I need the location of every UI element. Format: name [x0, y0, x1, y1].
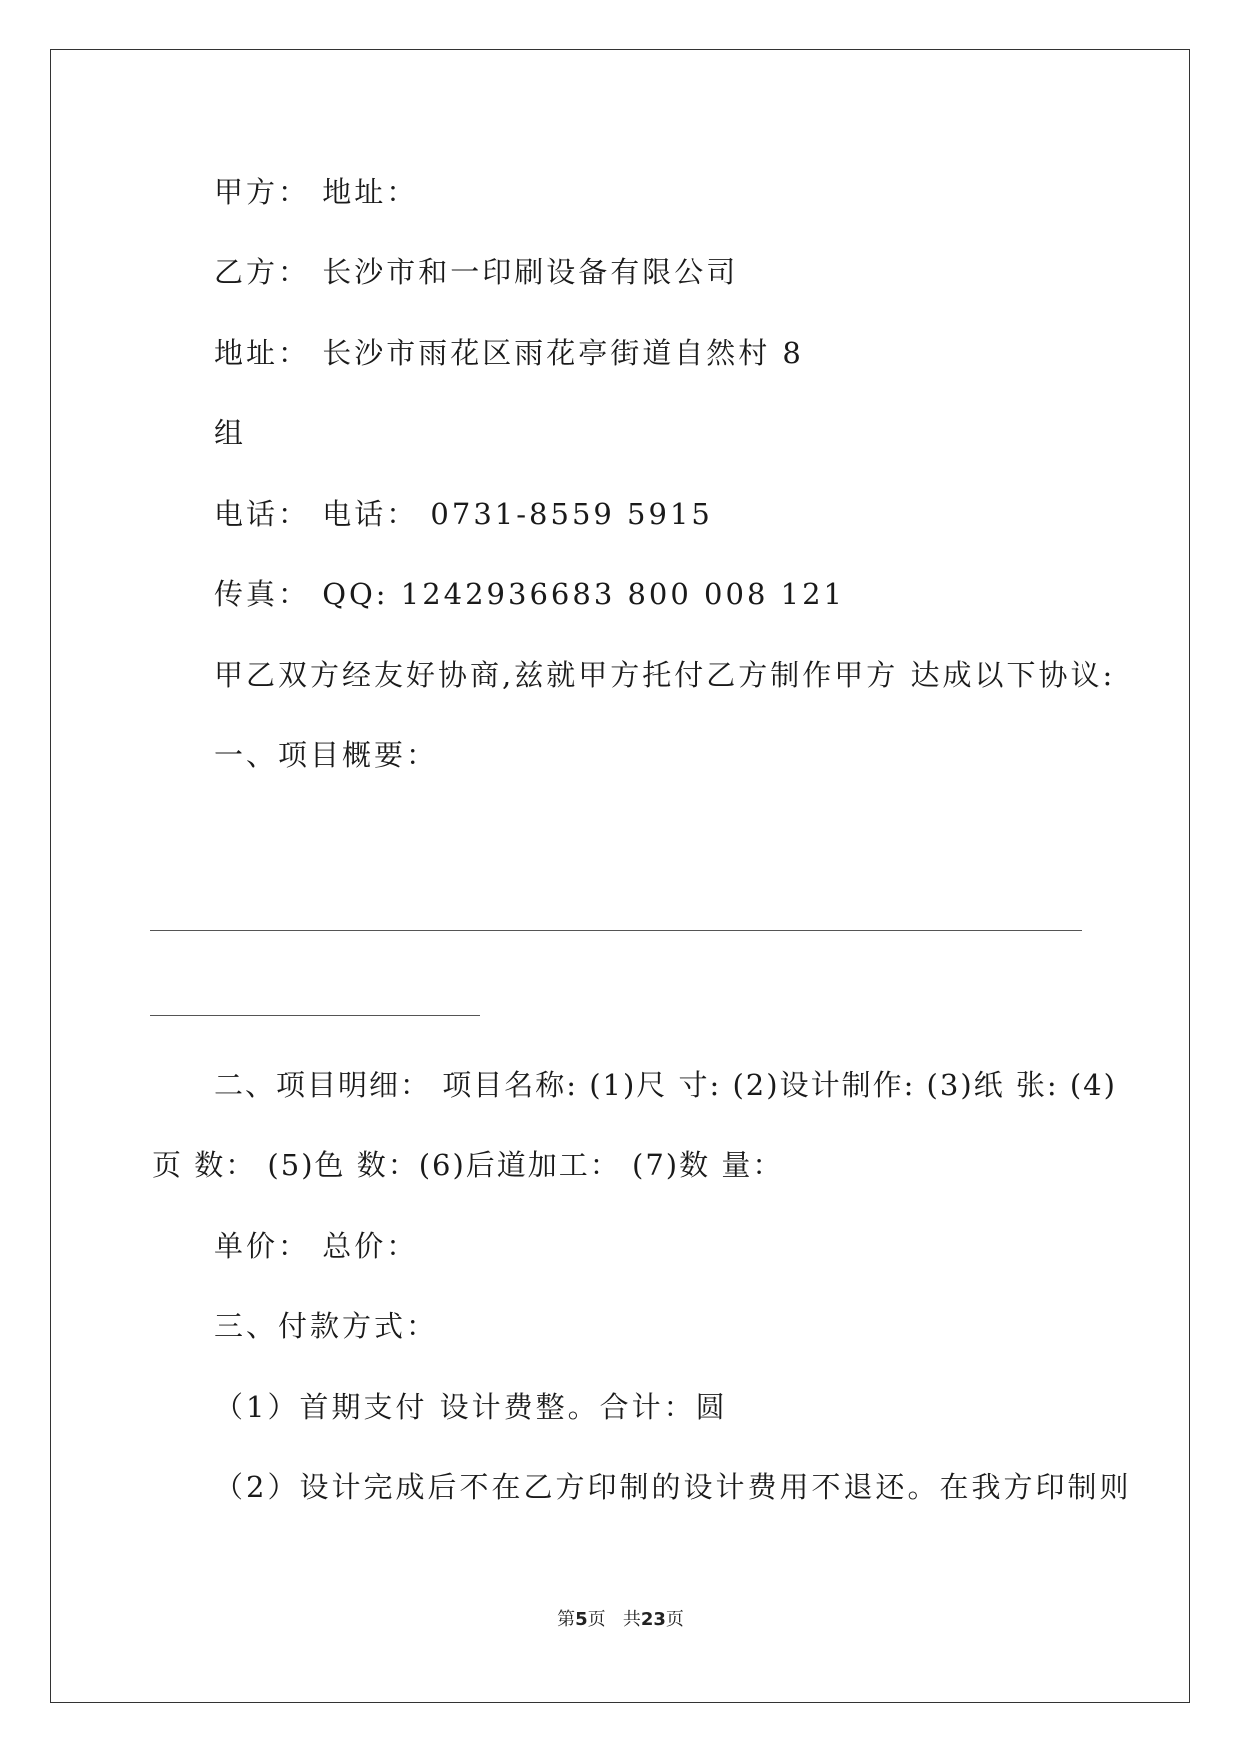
section-one-heading: 一、项目概要：	[214, 738, 439, 772]
payment-item-2: （2）设计完成后不在乙方印制的设计费用不退还。在我方印制则	[214, 1470, 1132, 1504]
footer-page-number: 5	[575, 1609, 588, 1630]
footer-prefix: 第	[557, 1609, 576, 1630]
price-line: 单价： 总价：	[214, 1229, 419, 1263]
party-a-line: 甲方： 地址：	[214, 175, 419, 209]
section-two-details-continued: 页 数： (5)色 数：(6)后道加工： (7)数 量：	[152, 1148, 784, 1182]
page-number-footer	[0, 1611, 1241, 1629]
party-b-line: 乙方： 长沙市和一印刷设备有限公司	[214, 255, 739, 289]
payment-item-1: （1）首期支付 设计费整。合计：圆	[214, 1390, 728, 1424]
agreement-intro: 甲乙双方经友好协商,兹就甲方托付乙方制作甲方 达成以下协议:	[214, 658, 1116, 692]
footer-page-unit: 页	[587, 1609, 606, 1630]
blank-underline-short	[150, 1015, 480, 1016]
phone-line: 电话： 电话： 0731-8559 5915	[214, 497, 713, 531]
address-continuation: 组	[214, 416, 247, 450]
address-line: 地址： 长沙市雨花区雨花亭街道自然村 8	[214, 336, 804, 370]
section-three-heading: 三、付款方式：	[214, 1309, 439, 1343]
footer-total-pages: 23	[640, 1609, 666, 1630]
fax-line: 传真： QQ: 1242936683 800 008 121	[214, 577, 845, 611]
blank-underline-long	[150, 930, 1082, 931]
footer-total-unit: 页	[665, 1609, 684, 1630]
footer-total-prefix: 共	[622, 1609, 641, 1630]
page-border	[50, 49, 1190, 1703]
section-two-details: 二、项目明细： 项目名称: (1)尺 寸: (2)设计制作: (3)纸 张: (4)	[214, 1068, 1117, 1102]
